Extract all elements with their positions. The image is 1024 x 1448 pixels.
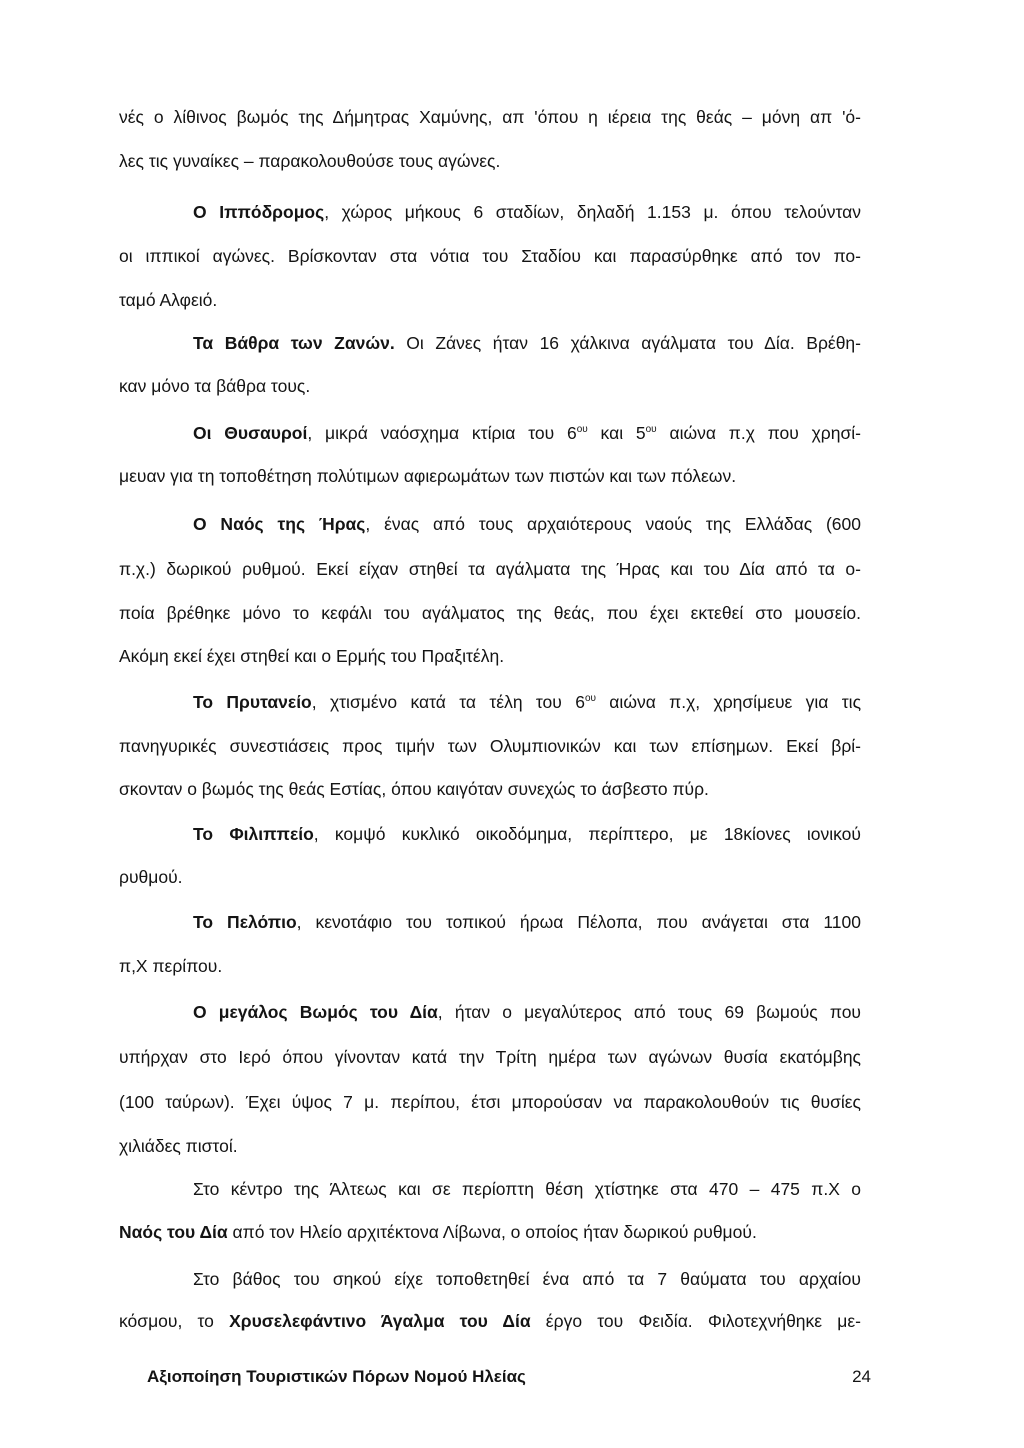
heading-treasuries: Οι Θυσαυροί xyxy=(193,423,308,443)
heading-hippodrome: Ο Ιππόδρομος xyxy=(193,202,325,222)
text-line: καν μόνο τα βάθρα τους. xyxy=(119,376,311,396)
text-line: λες τις γυναίκες – παρακολουθούσε τους αγώνες. xyxy=(119,151,501,171)
text-line: Στο κέντρο της Άλτεως και σε περίοπτη θέση χτίστηκε στα 470 – 475 π.Χ ο xyxy=(193,1179,861,1199)
paragraph-temple-hera: Ο Ναός της Ήρας, ένας από τους αρχαιότερους ναούς της Ελλάδας (600 xyxy=(193,514,861,534)
footer-title: Αξιοποίηση Τουριστικών Πόρων Νομού Ηλείας xyxy=(147,1367,526,1386)
heading-zanes: Τα Βάθρα των Ζανών. xyxy=(193,333,395,353)
paragraph-treasuries: Οι Θυσαυροί, μικρά ναόσχημα κτίρια του $6^{o\upsilon}$ και $5^{o\upsilon}$ αιώνα π.χ που χρησί- xyxy=(193,423,862,443)
heading-temple-zeus: Ναός του Δία xyxy=(119,1222,228,1242)
text-line: νές ο λίθινος βωμός της Δήμητρας Χαμύνης, απ 'όπου η ιέρεια της θεάς – μόνη απ 'ό- xyxy=(119,107,861,127)
text-line: ποία βρέθηκε μόνο το κεφάλι του αγάλματος της θεάς, που έχει εκτεθεί στο μουσείο. xyxy=(119,603,861,623)
text-line: υπήρχαν στο Ιερό όπου γίνονταν κατά την Τρίτη ημέρα των αγώνων θυσία εκατόμβης xyxy=(119,1047,861,1067)
text-line: π,Χ περίπου. xyxy=(119,956,223,976)
heading-pelopion: Το Πελόπιο xyxy=(193,912,297,932)
paragraph-hippodrome: Ο Ιππόδρομος, χώρος μήκους 6 σταδίων, δηλαδή 1.153 μ. όπου τελούνταν xyxy=(193,202,861,222)
heading-prytaneion: Το Πρυτανείο xyxy=(193,692,312,712)
text-line: Ακόμη εκεί έχει στηθεί και ο Ερμής του Πραξιτέλη. xyxy=(119,646,505,666)
text-line: οι ιππικοί αγώνες. Βρίσκονταν στα νότια του Σταδίου και παρασύρθηκε από τον πο- xyxy=(119,246,861,266)
page-number: 24 xyxy=(852,1367,871,1386)
paragraph-temple-zeus: Ναός του Δία από τον Ηλείο αρχιτέκτονα Λίβωνα, ο οποίος ήταν δωρικού ρυθμού. xyxy=(119,1222,757,1242)
text-line: (100 ταύρων). Έχει ύψος 7 μ. περίπου, έτσι μπορούσαν να παρακολουθούν τις θυσίες xyxy=(119,1092,861,1112)
heading-philippeion: Το Φιλιππείο xyxy=(193,824,314,844)
paragraph-prytaneion: Το Πρυτανείο, χτισμένο κατά τα τέλη του $6^{o\upsilon}$ αιώνα π.χ, χρησίμευε για τις xyxy=(193,692,862,712)
text-line: σκονταν ο βωμός της θεάς Εστίας, όπου καιγόταν συνεχώς το άσβεστο πύρ. xyxy=(119,779,709,799)
text-line: Στο βάθος του σηκού είχε τοποθετηθεί ένα από τα 7 θαύματα του αρχαίου xyxy=(193,1269,861,1289)
heading-temple-hera: Ο Ναός της Ήρας xyxy=(193,514,366,534)
text-line: χιλιάδες πιστοί. xyxy=(119,1136,238,1156)
heading-great-altar: Ο μεγάλος Βωμός του Δία xyxy=(193,1002,438,1022)
paragraph-statue-zeus: κόσμου, το Χρυσελεφάντινο Άγαλμα του Δία έργο του Φειδία. Φιλοτεχνήθηκε με- xyxy=(119,1311,861,1331)
text-line: ρυθμού. xyxy=(119,867,183,887)
heading-statue-zeus: Χρυσελεφάντινο Άγαλμα του Δία xyxy=(229,1311,531,1331)
paragraph-pelopion: Το Πελόπιο, κενοτάφιο του τοπικού ήρωα Πέλοπα, που ανάγεται στα 1100 xyxy=(193,912,861,932)
paragraph-philippeion: Το Φιλιππείο, κομψό κυκλικό οικοδόμημα, περίπτερο, με 18κίονες ιονικού xyxy=(193,824,861,844)
text-line: πανηγυρικές συνεστιάσεις προς τιμήν των Ολυμπιονικών και των επίσημων. Εκεί βρί- xyxy=(119,736,861,756)
paragraph-great-altar: Ο μεγάλος Βωμός του Δία, ήταν ο μεγαλύτερος από τους 69 βωμούς που xyxy=(193,1002,862,1022)
text-line: μευαν για τη τοποθέτηση πολύτιμων αφιερωμάτων των πιστών και των πόλεων. xyxy=(119,466,737,486)
page-footer xyxy=(147,1367,871,1387)
text-line: ταμό Αλφειό. xyxy=(119,290,218,310)
paragraph-zanes: Τα Βάθρα των Ζανών. Οι Ζάνες ήταν 16 χάλκινα αγάλματα του Δία. Βρέθη- xyxy=(193,333,861,353)
text-line: π.χ.) δωρικού ρυθμού. Εκεί είχαν στηθεί τα αγάλματα της Ήρας και του Δία από τα ο- xyxy=(119,559,861,579)
